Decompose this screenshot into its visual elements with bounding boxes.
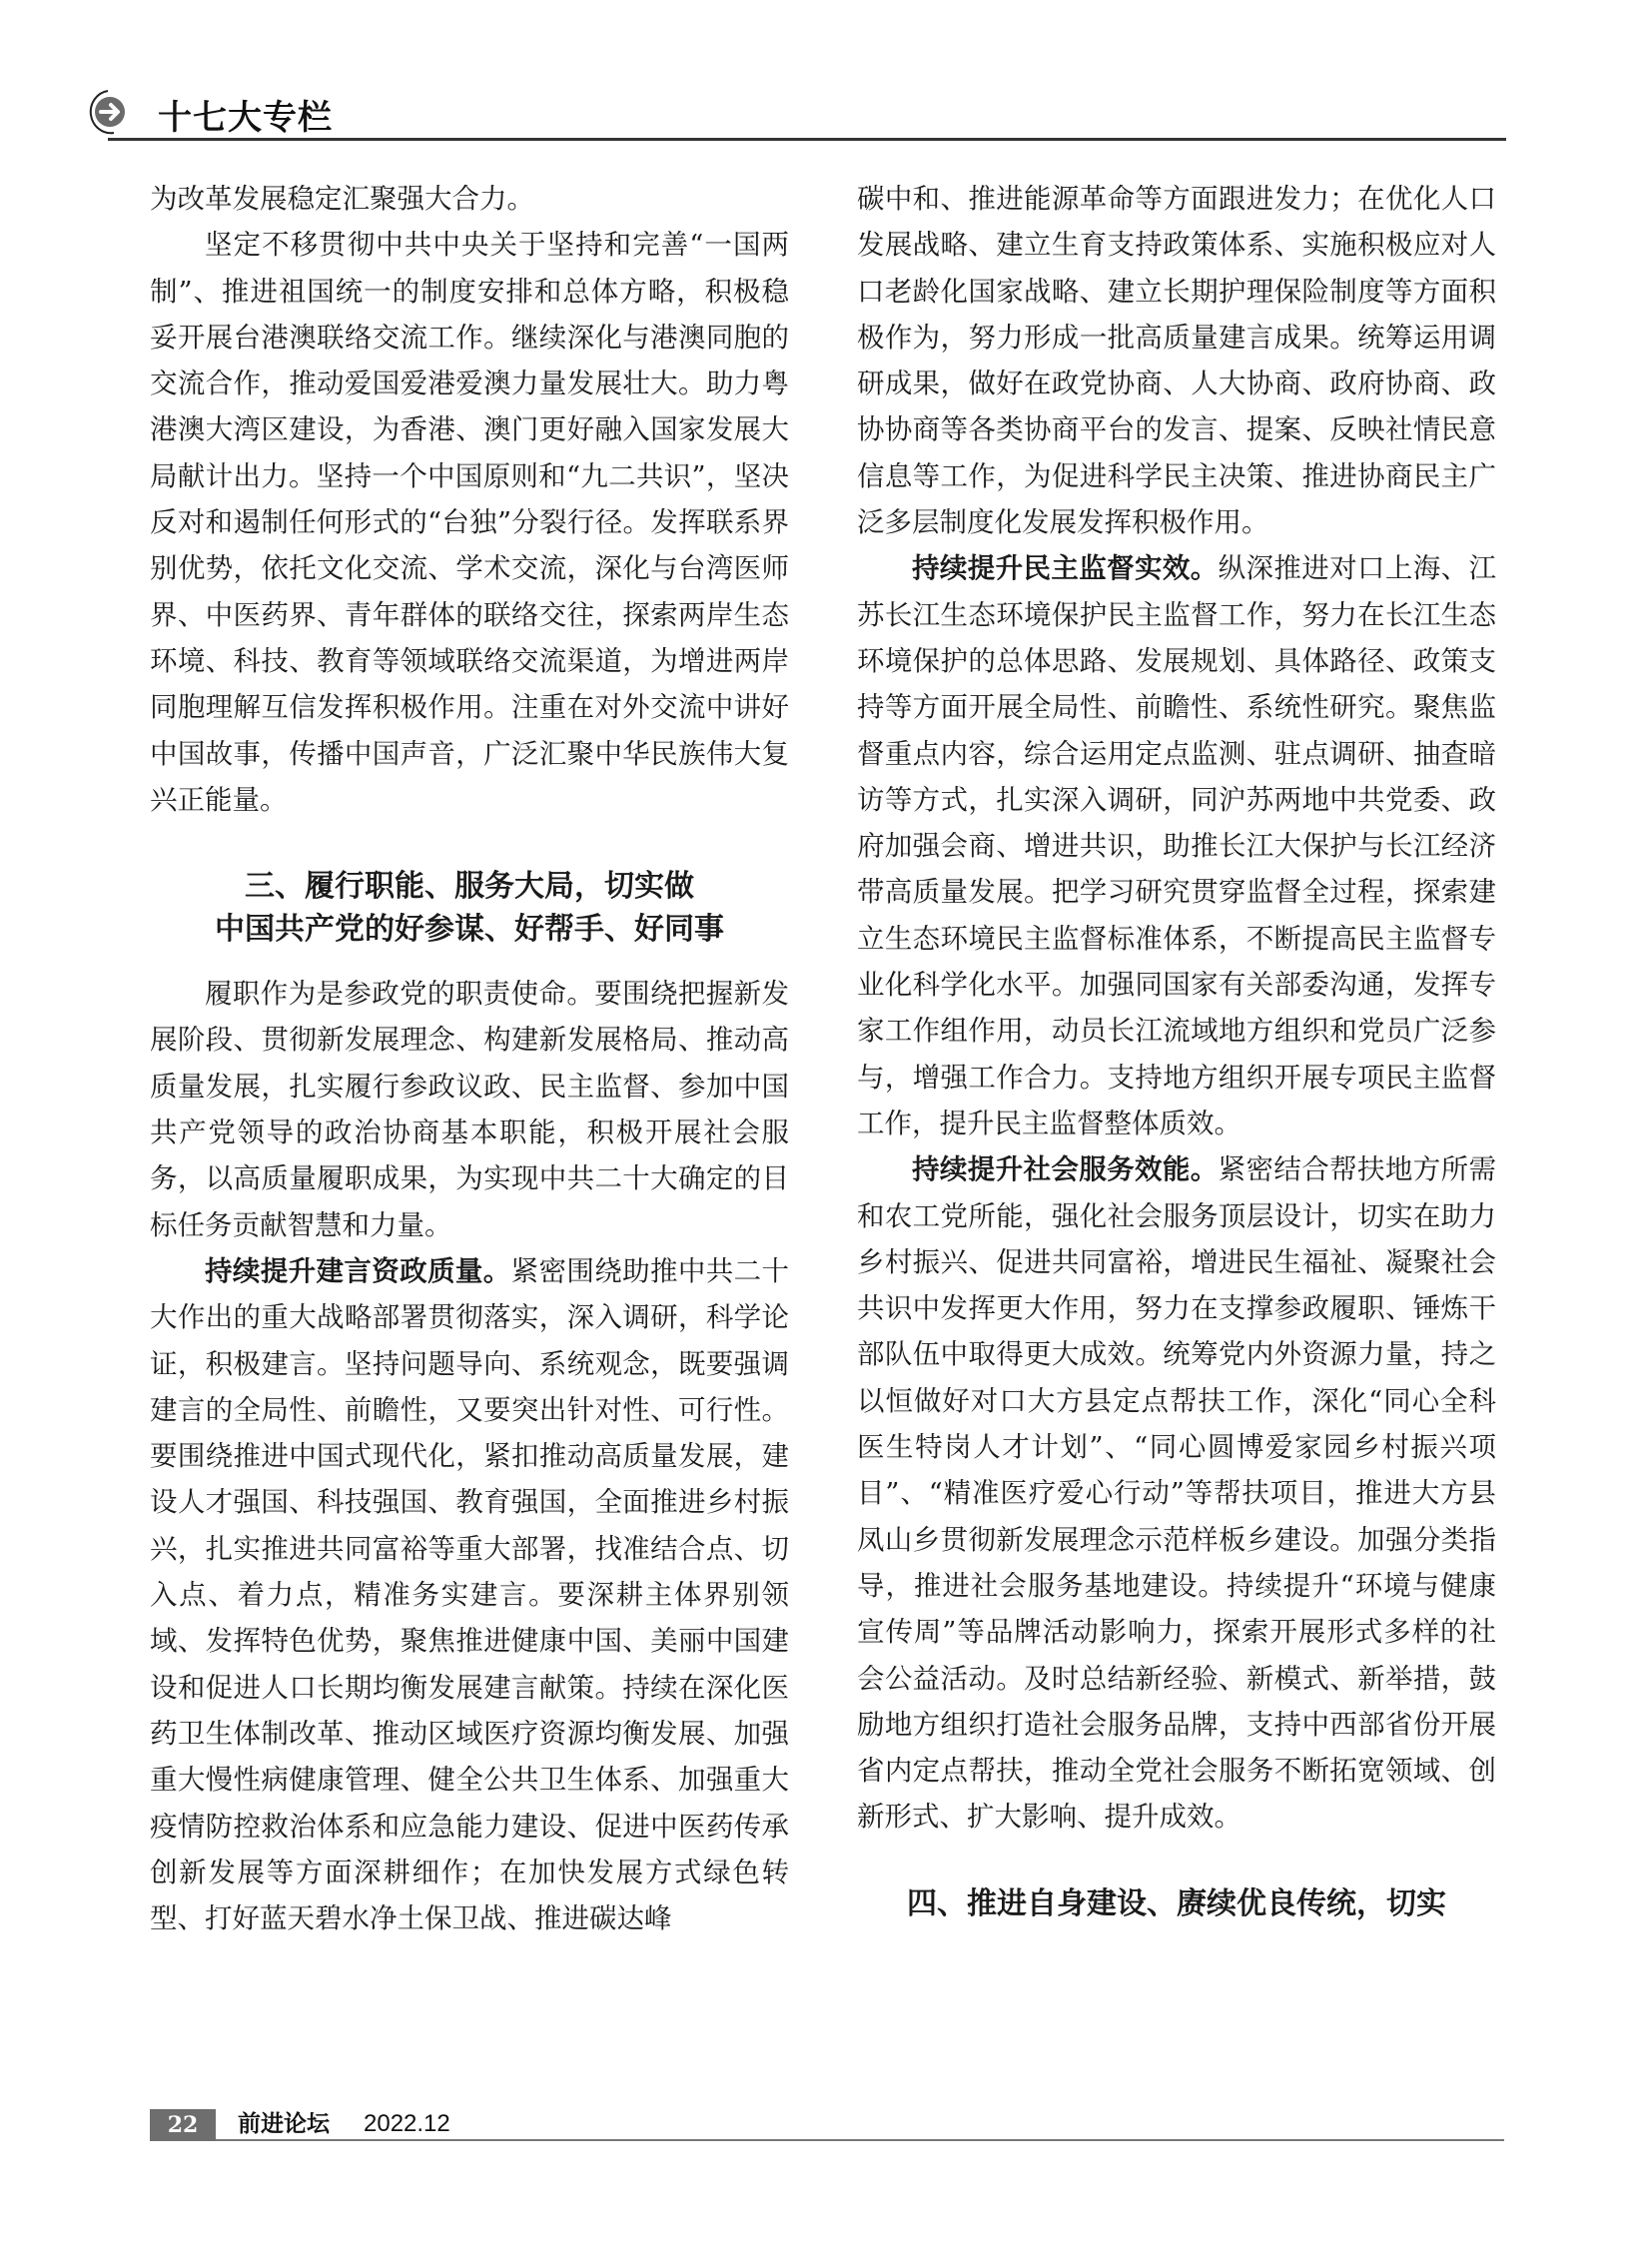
paragraph-text: 碳中和、推进能源革命等方面跟进发力；在优化人口发展战略、建立生育支持政策体系、实施积极应对人口老龄化国家战略、建立长期护理保险制度等方面积极作为，努力形成一批高质量建言成果。统筹运用调研成果，做好在政党协商、人大协商、政府协商、政协协商等各类协商平台的发言、提案、反映社情民意信息等工作，为促进科学民主决策、推进协商民主广泛多层制度化发展发挥积极作用。 bbox=[857, 183, 1496, 539]
heading-line: 四、推进自身建设、赓续优良传统，切实 bbox=[907, 1885, 1446, 1921]
paragraph-lead: 持续提升民主监督实效。 bbox=[912, 552, 1219, 585]
paragraph bbox=[150, 176, 789, 222]
paragraph bbox=[150, 971, 789, 1248]
page-footer bbox=[150, 2109, 1504, 2141]
paragraph-text: 纵深推进对口上海、江苏长江生态环境保护民主监督工作，努力在长江生态环境保护的总体思路、发展规划、具体路径、政策支持等方面开展全局性、前瞻性、系统性研究。聚焦监督重点内容，综合运用定点监测、驻点调研、抽查暗访等方式，扎实深入调研，同沪苏两地中共党委、政府加强会商、增进共识，助推长江大保护与长江经济带高质量发展。把学习研究贯穿监督全过程，探索建立生态环境民主监督标准体系，不断提高民主监督专业化科学化水平。加强同国家有关部委沟通，发挥专家工作组作用，动员长江流域地方组织和党员广泛参与，增强工作合力。支持地方组织开展专项民主监督工作，提升民主监督整体质效。 bbox=[857, 552, 1496, 1139]
arrow-right-circle-icon bbox=[88, 88, 134, 138]
column-title: 十七大专栏 bbox=[158, 98, 333, 138]
page-number: 22 bbox=[150, 2109, 216, 2141]
paragraph-text: 为改革发展稳定汇聚强大合力。 bbox=[150, 183, 534, 215]
heading-line: 三、履行职能、服务大局，切实做 bbox=[245, 869, 694, 905]
heading-line: 中国共产党的好参谋、好帮手、好同事 bbox=[215, 912, 724, 948]
paragraph bbox=[150, 222, 789, 823]
right-column bbox=[857, 176, 1496, 1945]
paragraph-text: 紧密围绕助推中共二十大作出的重大战略部署贯彻落实，深入调研，科学论证，积极建言。坚持问题导向、系统观念，既要强调建言的全局性、前瞻性，又要突出针对性、可行性。要围绕推进中国式现代化，紧扣推动高质量发展，建设人才强国、科技强国、教育强国，全面推进乡村振兴，扎实推进共同富裕等重大部署，找准结合点、切入点、着力点，精准务实建言。要深耕主体界别领域、发挥特色优势，聚焦推进健康中国、美丽中国建设和促进人口长期均衡发展建言献策。持续在深化医药卫生体制改革、推动区域医疗资源均衡发展、加强重大慢性病健康管理、健全公共卫生体系、加强重大疫情防控救治体系和应急能力建设、促进中医药传承创新发展等方面深耕细作；在加快发展方式绿色转型、打好蓝天碧水净土保卫战、推进碳达峰 bbox=[150, 1254, 789, 1935]
journal-name: 前进论坛 bbox=[238, 2110, 330, 2137]
paragraph bbox=[857, 545, 1496, 1146]
issue-date: 2022.12 bbox=[364, 2110, 450, 2137]
paragraph-text: 坚定不移贯彻中共中央关于坚持和完善“一国两制”、推进祖国统一的制度安排和总体方略，积极稳妥开展台港澳联络交流工作。继续深化与港澳同胞的交流合作，推动爱国爱港爱澳力量发展壮大。助力粤港澳大湾区建设，为香港、澳门更好融入国家发展大局献计出力。坚持一个中国原则和“九二共识”，坚决反对和遏制任何形式的“台独”分裂行径。发挥联系界别优势，依托文化交流、学术交流，深化与台湾医师界、中医药界、青年群体的联络交往，探索两岸生态环境、科技、教育等领域联络交流渠道，为增进两岸同胞理解互信发挥积极作用。注重在对外交流中讲好中国故事，传播中国声音，广泛汇聚中华民族伟大复兴正能量。 bbox=[150, 229, 789, 816]
footer-divider bbox=[216, 2139, 1504, 2141]
paragraph-lead: 持续提升建言资政质量。 bbox=[205, 1254, 511, 1287]
paragraph-text: 履职作为是参政党的职责使命。要围绕把握新发展阶段、贯彻新发展理念、构建新发展格局、推动高质量发展，扎实履行参政议政、民主监督、参加中国共产党领导的政治协商基本职能，积极开展社会服务，以高质量履职成果，为实现中共二十大确定的目标任务贡献智慧和力量。 bbox=[150, 978, 789, 1241]
paragraph bbox=[857, 1146, 1496, 1840]
paragraph bbox=[150, 1248, 789, 1941]
header-divider bbox=[108, 138, 1506, 141]
section-heading bbox=[150, 865, 789, 951]
section-heading bbox=[857, 1882, 1496, 1925]
paragraph-lead: 持续提升社会服务效能。 bbox=[912, 1153, 1219, 1186]
left-column bbox=[150, 176, 789, 1941]
section-header bbox=[88, 88, 1506, 144]
paragraph bbox=[857, 176, 1496, 545]
paragraph-text: 紧密结合帮扶地方所需和农工党所能，强化社会服务顶层设计，切实在助力乡村振兴、促进共同富裕，增进民生福祉、凝聚社会共识中发挥更大作用，努力在支撑参政履职、锤炼干部队伍中取得更大成效。统筹党内外资源力量，持之以恒做好对口大方县定点帮扶工作，深化“同心全科医生特岗人才计划”、“同心圆博爱家园乡村振兴项目”、“精准医疗爱心行动”等帮扶项目，推进大方县凤山乡贯彻新发展理念示范样板乡建设。加强分类指导，推进社会服务基地建设。持续提升“环境与健康宣传周”等品牌活动影响力，探索开展形式多样的社会公益活动。及时总结新经验、新模式、新举措，鼓励地方组织打造社会服务品牌，支持中西部省份开展省内定点帮扶，推动全党社会服务不断拓宽领域、创新形式、扩大影响、提升成效。 bbox=[857, 1153, 1496, 1834]
